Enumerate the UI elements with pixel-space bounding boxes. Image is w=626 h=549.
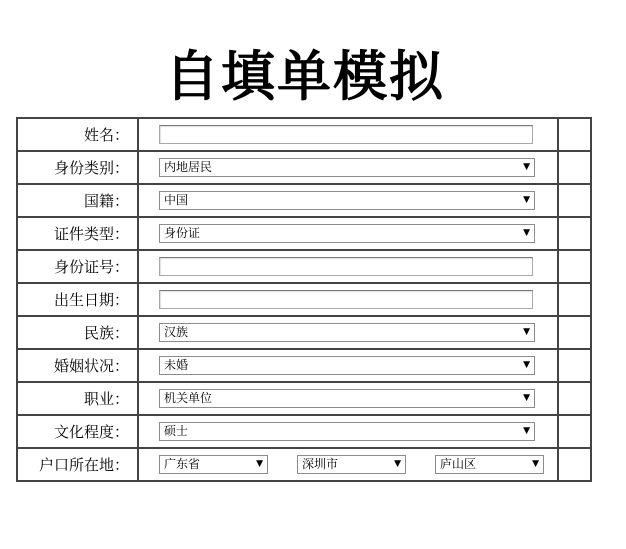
ethnicity-select[interactable]	[159, 323, 535, 342]
chevron-down-icon: ▼	[523, 327, 530, 337]
form-table	[16, 117, 592, 482]
row-ethnicity	[17, 316, 591, 349]
ethnicity-label: 民族：	[17, 316, 138, 349]
row-id-number	[17, 250, 591, 283]
marital-status-value: 未婚	[164, 358, 189, 372]
identity-category-select[interactable]	[159, 158, 535, 177]
district-value: 庐山区	[440, 457, 477, 471]
row-name	[17, 118, 591, 151]
province-select[interactable]	[159, 455, 268, 474]
occupation-value: 机关单位	[164, 391, 213, 405]
document-type-select[interactable]	[159, 224, 535, 243]
chevron-down-icon: ▼	[532, 459, 539, 469]
nationality-label: 国籍：	[17, 184, 138, 217]
district-select[interactable]	[435, 455, 544, 474]
row-nationality	[17, 184, 591, 217]
document-type-value: 身份证	[164, 226, 201, 240]
page-title: 自填单模拟	[165, 44, 445, 108]
chevron-down-icon: ▼	[523, 360, 530, 370]
ethnicity-value: 汉族	[164, 325, 189, 339]
education-select[interactable]	[159, 422, 535, 441]
chevron-down-icon: ▼	[523, 426, 530, 436]
city-value: 深圳市	[302, 457, 339, 471]
row-occupation	[17, 382, 591, 415]
chevron-down-icon: ▼	[523, 393, 530, 403]
marital-status-select[interactable]	[159, 356, 535, 375]
nationality-select[interactable]	[159, 191, 535, 210]
marital-status-label: 婚姻状况：	[17, 349, 138, 382]
name-label: 姓名：	[17, 118, 138, 151]
row-marital-status	[17, 349, 591, 382]
city-select[interactable]	[297, 455, 406, 474]
row-identity-category	[17, 151, 591, 184]
education-label: 文化程度：	[17, 415, 138, 448]
row-birth-date	[17, 283, 591, 316]
address-selects	[159, 455, 557, 474]
chevron-down-icon: ▼	[256, 459, 263, 469]
row-education	[17, 415, 591, 448]
chevron-down-icon: ▼	[394, 459, 401, 469]
id-number-label: 身份证号：	[17, 250, 138, 283]
name-input[interactable]	[159, 125, 533, 144]
row-document-type	[17, 217, 591, 250]
row-household-address	[17, 448, 591, 481]
birth-date-input[interactable]	[159, 290, 533, 309]
document-type-label: 证件类型：	[17, 217, 138, 250]
nationality-value: 中国	[164, 193, 189, 207]
chevron-down-icon: ▼	[523, 228, 530, 238]
identity-category-label: 身份类别：	[17, 151, 138, 184]
province-value: 广东省	[164, 457, 201, 471]
chevron-down-icon: ▼	[523, 195, 530, 205]
id-number-input[interactable]	[159, 257, 533, 276]
birth-date-label: 出生日期：	[17, 283, 138, 316]
chevron-down-icon: ▼	[523, 162, 530, 172]
identity-category-value: 内地居民	[164, 160, 213, 174]
occupation-select[interactable]	[159, 389, 535, 408]
household-address-label: 户口所在地：	[17, 448, 138, 481]
occupation-label: 职业：	[17, 382, 138, 415]
education-value: 硕士	[164, 424, 189, 438]
